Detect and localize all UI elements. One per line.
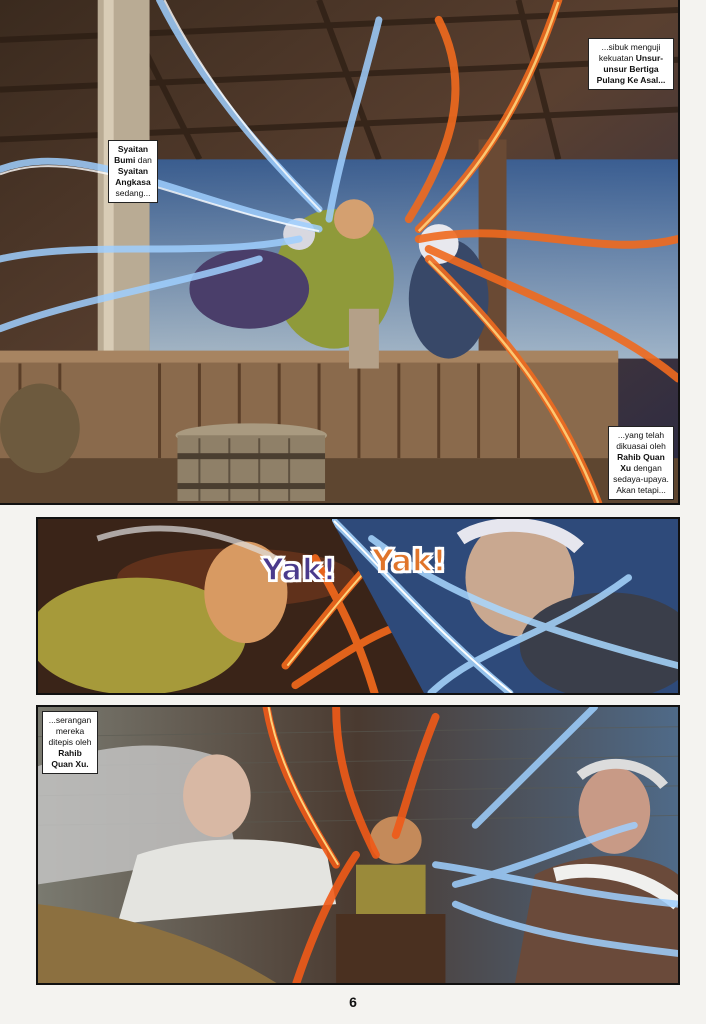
caption-serangan: ...serangan mereka ditepis oleh Rahib Quan Xu.: [42, 711, 98, 774]
caption-syaitan-bumi: Syaitan Bumi dan Syaitan Angkasa sedang...: [108, 140, 158, 203]
panel-3: [36, 705, 680, 985]
panel-1: [0, 0, 680, 505]
page-number: 6: [349, 994, 357, 1010]
caption-sibuk-menguji: ...sibuk menguji kekuatan Unsur- unsur Bertiga Pulang Ke Asal...: [588, 38, 674, 90]
panel-1-artwork: [0, 0, 678, 503]
sfx-yak-left: Yak!: [262, 553, 337, 588]
caption-yang-telah: ...yang telah dikuasai oleh Rahib Quan Xu dengan sedaya-upaya. Akan tetapi...: [608, 426, 674, 500]
panel-3-artwork: [38, 707, 678, 983]
sfx-yak-right: Yak!: [372, 544, 447, 579]
